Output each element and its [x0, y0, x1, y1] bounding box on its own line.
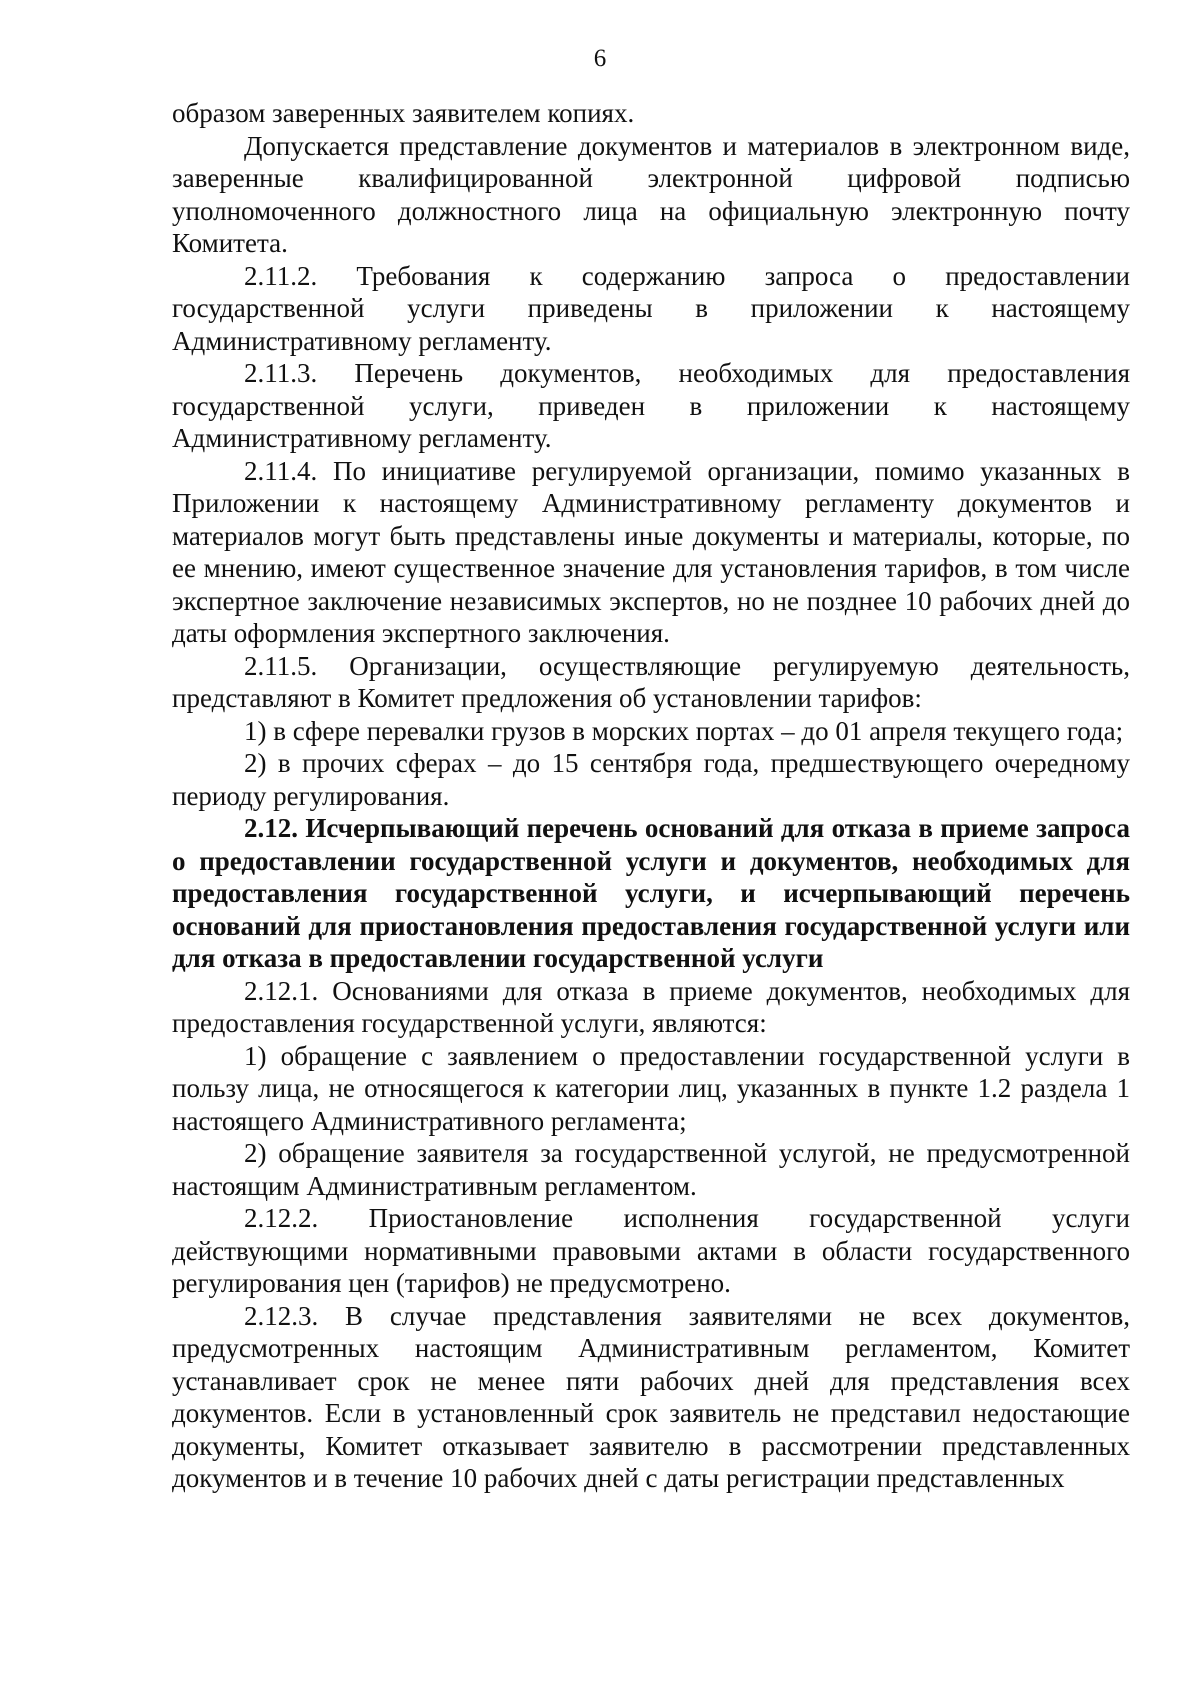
list-item-2: 2) в прочих сферах – до 15 сентября года, предшествующего очередному периоду регулирования.: [172, 748, 1130, 811]
page-number: 6: [593, 45, 607, 72]
list-item-refusal-1: 1) обращение с заявлением о предоставлении государственной услуги в пользу лица, не относящегося к категории лиц, указанных в пункте 1.2 раздела 1 настоящего Административного регламента;: [172, 1040, 1130, 1136]
paragraph-2-12-2: 2.12.2. Приостановление исполнения государственной услуги действующими нормативными правовыми актами в области государственного регулирования цен (тарифов) не предусмотрено.: [172, 1203, 1130, 1298]
paragraph-2-11-2: 2.11.2. Требования к содержанию запроса о предоставлении государственной услуги приведены в приложении к настоящему Административному регламенту.: [172, 260, 1130, 356]
document-body: [172, 97, 1130, 1495]
paragraph-2-11-3: 2.11.3. Перечень документов, необходимых для предоставления государственной услуги, приведен в приложении к настоящему Административному регламенту.: [172, 358, 1130, 453]
list-item-refusal-2: 2) обращение заявителя за государственной услугой, не предусмотренной настоящим Административным регламентом.: [172, 1138, 1130, 1201]
paragraph-continuation: образом заверенных заявителем копиях.: [172, 98, 635, 128]
paragraph-2-11-5: 2.11.5. Организации, осуществляющие регулируемую деятельность, представляют в Комитет предложения об установлении тарифов:: [172, 650, 1130, 713]
list-item-1: 1) в сфере перевалки грузов в морских портах – до 01 апреля текущего года;: [244, 715, 1124, 746]
paragraph-2-12-3: 2.12.3. В случае представления заявителями не всех документов, предусмотренных настоящим Административным регламентом, Комитет устанавливает срок не менее пяти рабочих дней для представления всех документов. Если в установленный срок заявитель не представил недостающие документы, Комитет отказывает заявителю в рассмотрении представленных документов и в течение 10 рабочих дней с даты регистрации представленных: [172, 1300, 1130, 1493]
paragraph-electronic-documents: Допускается представление документов и материалов в электронном виде, заверенные квалифицированной электронной цифровой подписью уполномоченного должностного лица на официальную электронную почту Комитета.: [172, 130, 1130, 258]
paragraph-2-12-1: 2.12.1. Основаниями для отказа в приеме документов, необходимых для предоставления государственной услуги, являются:: [172, 975, 1130, 1038]
section-heading-2-12: 2.12. Исчерпывающий перечень оснований для отказа в приеме запроса о предоставлении государственной услуги и документов, необходимых для предоставления государственной услуги, и исчерпывающий перечень оснований для приостановления предоставления государственной услуги или для отказа в предоставлении государственной услуги: [172, 813, 1130, 973]
paragraph-2-11-4: 2.11.4. По инициативе регулируемой организации, помимо указанных в Приложении к настоящему Административному регламенту документов и материалов могут быть представлены иные документы и материалы, которые, по ее мнению, имеют существенное значение для установления тарифов, в том числе экспертное заключение независимых экспертов, но не позднее 10 рабочих дней до даты оформления экспертного заключения.: [172, 455, 1130, 648]
